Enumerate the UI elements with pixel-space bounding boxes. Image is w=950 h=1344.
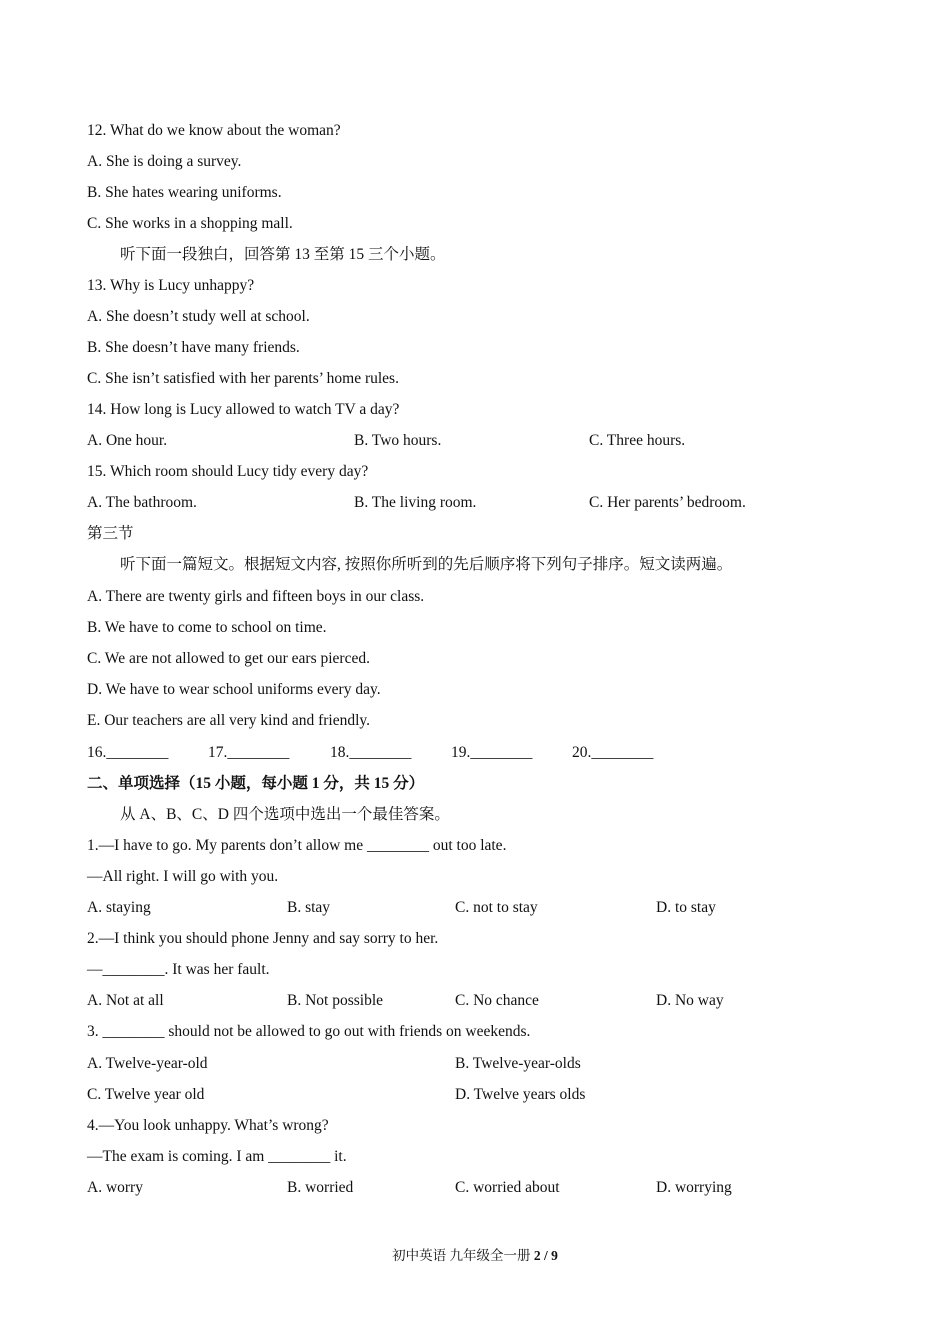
part-2-heading: 二、单项选择（15 小题，每小题 1 分，共 15 分） xyxy=(87,775,425,792)
mc-1-option-a: A. staying xyxy=(87,899,151,916)
footer-label: 初中英语 九年级全一册 xyxy=(392,1248,534,1263)
mc-question-1: 1.—I have to go. My parents don’t allow me ________ out too late. xyxy=(87,837,507,854)
mc-3-option-a: A. Twelve-year-old xyxy=(87,1055,208,1072)
sentence-a: A. There are twenty girls and fifteen boys in our class. xyxy=(87,588,425,605)
option-14a: A. One hour. xyxy=(87,432,168,449)
mc-question-3: 3. ________ should not be allowed to go out with friends on weekends. xyxy=(87,1023,531,1040)
blank-19[interactable]: 19.________ xyxy=(451,744,533,761)
section-3-heading: 第三节 xyxy=(87,525,134,542)
question-15: 15. Which room should Lucy tidy every day? xyxy=(87,463,369,480)
mc-4-option-c: C. worried about xyxy=(455,1179,560,1196)
question-13: 13. Why is Lucy unhappy? xyxy=(87,277,255,294)
mc-2-option-c: C. No chance xyxy=(455,992,539,1009)
option-15a: A. The bathroom. xyxy=(87,494,197,511)
mc-question-1-reply: —All right. I will go with you. xyxy=(87,868,279,885)
option-13c: C. She isn’t satisfied with her parents’ home rules. xyxy=(87,370,399,387)
option-13a: A. She doesn’t study well at school. xyxy=(87,308,310,325)
option-15b: B. The living room. xyxy=(354,494,477,511)
question-12: 12. What do we know about the woman? xyxy=(87,122,341,139)
mc-2-option-b: B. Not possible xyxy=(287,992,384,1009)
option-14b: B. Two hours. xyxy=(354,432,442,449)
sentence-d: D. We have to wear school uniforms every day. xyxy=(87,681,381,698)
blank-20[interactable]: 20.________ xyxy=(572,744,654,761)
monologue-instruction: 听下面一段独白，回答第 13 至第 15 三个小题。 xyxy=(120,246,446,263)
mc-question-2-reply: —________. It was her fault. xyxy=(87,961,270,978)
mc-4-option-b: B. worried xyxy=(287,1179,354,1196)
mc-1-option-b: B. stay xyxy=(287,899,331,916)
option-12a: A. She is doing a survey. xyxy=(87,153,242,170)
option-15c: C. Her parents’ bedroom. xyxy=(589,494,746,511)
blank-18[interactable]: 18.________ xyxy=(330,744,412,761)
mc-4-option-a: A. worry xyxy=(87,1179,143,1196)
part-2-instruction: 从 A、B、C、D 四个选项中选出一个最佳答案。 xyxy=(120,806,450,823)
option-12c: C. She works in a shopping mall. xyxy=(87,215,293,232)
page-footer xyxy=(0,1247,950,1265)
mc-question-4-reply: —The exam is coming. I am ________ it. xyxy=(87,1148,347,1165)
mc-2-option-d: D. No way xyxy=(656,992,724,1009)
option-12b: B. She hates wearing uniforms. xyxy=(87,184,282,201)
sentence-c: C. We are not allowed to get our ears pierced. xyxy=(87,650,370,667)
mc-3-option-d: D. Twelve years olds xyxy=(455,1086,586,1103)
mc-question-2: 2.—I think you should phone Jenny and say sorry to her. xyxy=(87,930,439,947)
mc-4-option-d: D. worrying xyxy=(656,1179,732,1196)
mc-1-option-d: D. to stay xyxy=(656,899,716,916)
question-14: 14. How long is Lucy allowed to watch TV a day? xyxy=(87,401,400,418)
mc-3-option-b: B. Twelve-year-olds xyxy=(455,1055,581,1072)
blank-16[interactable]: 16.________ xyxy=(87,744,169,761)
sentence-b: B. We have to come to school on time. xyxy=(87,619,327,636)
option-14c: C. Three hours. xyxy=(589,432,686,449)
section-3-instruction: 听下面一篇短文。根据短文内容, 按照你所听到的先后顺序将下列句子排序。短文读两遍。 xyxy=(120,556,733,573)
mc-3-option-c: C. Twelve year old xyxy=(87,1086,205,1103)
sentence-e: E. Our teachers are all very kind and friendly. xyxy=(87,712,371,729)
mc-question-4: 4.—You look unhappy. What’s wrong? xyxy=(87,1117,329,1134)
page-number: 2 / 9 xyxy=(533,1248,558,1263)
mc-2-option-a: A. Not at all xyxy=(87,992,164,1009)
mc-1-option-c: C. not to stay xyxy=(455,899,538,916)
blank-17[interactable]: 17.________ xyxy=(208,744,290,761)
option-13b: B. She doesn’t have many friends. xyxy=(87,339,300,356)
